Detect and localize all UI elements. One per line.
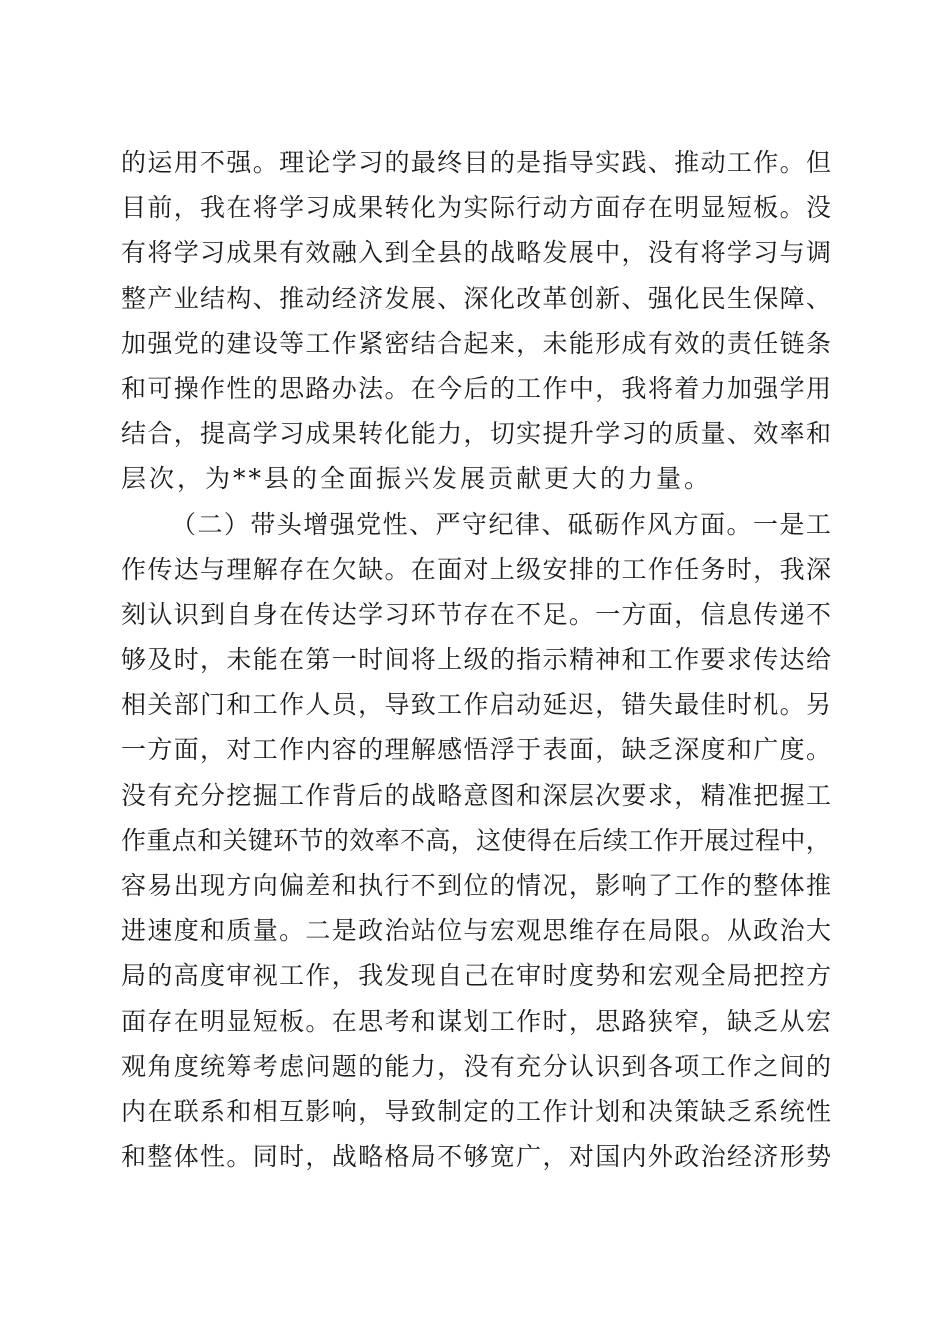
text-line: 观 角 度 统 筹 考 虑 问 题 的 能 力 ， 没 有 充 分 认 识 到 各 项 工 作 之 间 的 [121, 1051, 831, 1081]
text-line: 作 重 点 和 关 键 环 节 的 效 率 不 高 ， 这 使 得 在 后 续 工 作 开 展 过 程 中 ， [121, 825, 831, 855]
text-line: 结 合 ， 提 高 学 习 成 果 转 化 能 力 ， 切 实 提 升 学 习 的 质 量 、 效 率 和 [121, 419, 831, 449]
text-line: 一 方 面 ， 对 工 作 内 容 的 理 解 感 悟 浮 于 表 面 ， 缺 乏 深 度 和 广 度 。 [121, 735, 831, 765]
text-line: 和 整 体 性 。 同 时 ， 战 略 格 局 不 够 宽 广 ， 对 国 内 外 政 治 经 济 形 势 [121, 1142, 831, 1172]
text-line: 局 的 高 度 审 视 工 作 ， 我 发 现 自 己 在 审 时 度 势 和 宏 观 全 局 把 控 方 [121, 961, 831, 991]
document-body [121, 140, 831, 1179]
text-line: 作 传 达 与 理 解 存 在 欠 缺 。 在 面 对 上 级 安 排 的 工 作 任 务 时 ， 我 深 [121, 554, 831, 584]
text-line: 的 运 用 不 强 。 理 论 学 习 的 最 终 目 的 是 指 导 实 践 、 推 动 工 作 。 但 [121, 148, 831, 177]
paragraph-last-line: 层次，为**县的全面振兴发展贡献更大的力量。 [121, 464, 713, 494]
text-line: 相 关 部 门 和 工 作 人 员 ， 导 致 工 作 启 动 延 迟 ， 错 失 最 佳 时 机 。 另 [121, 690, 831, 720]
text-line: 容 易 出 现 方 向 偏 差 和 执 行 不 到 位 的 情 况 ， 影 响 了 工 作 的 整 体 推 [121, 871, 831, 900]
text-line: 进 速 度 和 质 量 。 二 是 政 治 站 位 与 宏 观 思 维 存 在 局 限 。 从 政 治 大 [121, 916, 831, 946]
text-line: 整 产 业 结 构 、 推 动 经 济 发 展 、 深 化 改 革 创 新 、 强 化 民 生 保 障 、 [121, 283, 831, 313]
text-line: 没 有 充 分 挖 掘 工 作 背 后 的 战 略 意 图 和 深 层 次 要 求 ， 精 准 把 握 工 [121, 780, 831, 810]
text-line: 面 存 在 明 显 短 板 。 在 思 考 和 谋 划 工 作 时 ， 思 路 狭 窄 ， 缺 乏 从 宏 [121, 1006, 831, 1036]
section-heading-line: （ 二 ） 带 头 增 强 党 性 、 严 守 纪 律 、 砥 砺 作 风 方 面 。 一 是 工 [171, 509, 831, 539]
text-line: 够 及 时 ， 未 能 在 第 一 时 间 将 上 级 的 指 示 精 神 和 工 作 要 求 传 达 给 [121, 645, 831, 675]
text-line: 加 强 党 的 建 设 等 工 作 紧 密 结 合 起 来 ， 未 能 形 成 有 效 的 责 任 链 条 [121, 328, 831, 358]
text-line: 刻 认 识 到 自 身 在 传 达 学 习 环 节 存 在 不 足 。 一 方 面 ， 信 息 传 递 不 [121, 599, 831, 629]
text-line: 有 将 学 习 成 果 有 效 融 入 到 全 县 的 战 略 发 展 中 ， 没 有 将 学 习 与 调 [121, 238, 831, 268]
text-line: 目 前 ， 我 在 将 学 习 成 果 转 化 为 实 际 行 动 方 面 存 在 明 显 短 板 。 没 [121, 193, 831, 223]
text-line: 内 在 联 系 和 相 互 影 响 ， 导 致 制 定 的 工 作 计 划 和 决 策 缺 乏 系 统 性 [121, 1096, 831, 1126]
text-line: 和 可 操 作 性 的 思 路 办 法 。 在 今 后 的 工 作 中 ， 我 将 着 力 加 强 学 用 [121, 373, 831, 403]
